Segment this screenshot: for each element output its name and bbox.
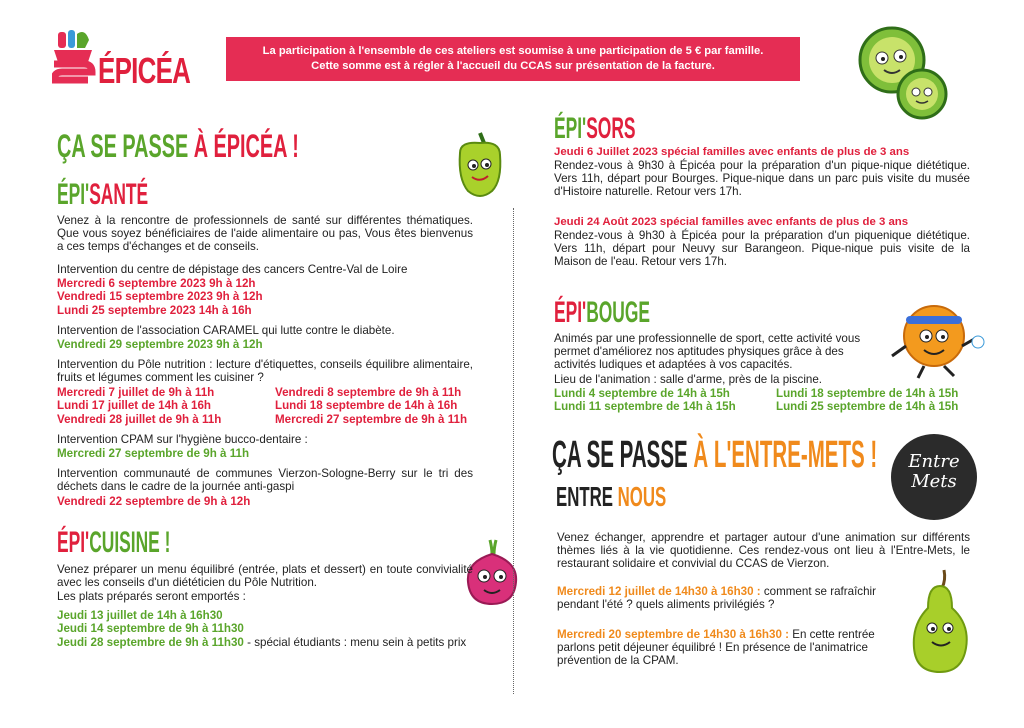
sante-caramel-intro: Intervention de l'association CARAMEL qui lutte contre le diabète. [57,324,395,337]
sors-title-b: SORS [586,112,636,145]
entremets-intro: Venez échanger, apprendre et partager autour d'une animation sur différents thèmes liés à la vie quotidienne. Ces rendez-vous ont lieu à l'Entre-Mets, le restaurant solidaire et convivial du CCAS de Vierzon. [557,531,970,571]
left-main-title-a: ÇA SE PASSE [57,128,189,164]
column-divider [513,208,514,694]
date-line: Lundi 25 septembre 2023 14h à 16h [57,303,252,317]
date-line: Mercredi 27 septembre de 9h à 11h [275,412,468,426]
date-line: Lundi 17 juillet de 14h à 16h [57,399,211,413]
sors-event1-text: Rendez-vous à 9h30 à Épicéa pour la préparation d'un pique-nique diététique. Vers 11h, départ pour Bourges. Pique-nique dans un parc puis visite du musée d'Histoire naturelle. Retour vers 17h. [554,159,970,199]
sors-event1-title: Jeudi 6 Juillet 2023 spécial familles avec enfants de plus de 3 ans [554,146,910,158]
kiwi-slices-illustration [856,24,956,120]
entre-nous-title-b: NOUS [617,481,667,512]
sante-cancer-intro: Intervention du centre de dépistage des cancers Centre-Val de Loire [57,263,408,276]
date-line: Lundi 18 septembre de 14h à 15h [776,387,959,400]
cuisine-date-3-line [57,636,466,649]
entremets-title-a: ÇA SE PASSE [552,434,688,476]
bouge-title-b: BOUGE [586,296,650,329]
entremets-logo-line-1: Entre [908,451,960,472]
sante-nutrition-col2 [275,386,467,426]
sante-title-a: ÉPI' [57,178,90,211]
date-line: Mercredi 7 juillet de 9h à 11h [57,386,215,399]
sante-nutrition-col1 [57,386,221,426]
date-line: Lundi 25 septembre de 14h à 15h [776,400,959,414]
sors-title-a: ÉPI' [554,112,587,145]
sante-tri-date: Vendredi 22 septembre de 9h à 12h [57,495,251,508]
entremets-logo [891,434,977,520]
bouge-intro: Animés par une professionnelle de sport, cette activité vous permet d'améliorez nos aptitudes physiques grâce à des activités ludiques et adaptées à vos capacités. [554,332,861,372]
date-line: Lundi 11 septembre de 14h à 15h [554,400,736,414]
bouge-col1 [554,387,736,414]
bouge-place: Lieu de l'animation : salle d'arme, près de la piscine. [554,373,823,386]
pepper-illustration [454,131,504,203]
date-line: Jeudi 13 juillet de 14h à 16h30 [57,609,223,622]
sante-title-b: SANTÉ [89,178,149,211]
logo-text: ÉPICÉA [98,50,191,91]
entremets-logo-line-2: Mets [911,471,957,492]
date-line: Vendredi 15 septembre 2023 9h à 12h [57,290,263,304]
sante-cancer-dates [57,277,263,317]
cuisine-date-3-note: - spécial étudiants : menu sein à petits prix [243,635,467,649]
sante-caramel-date: Vendredi 29 septembre 2023 9h à 12h [57,338,263,351]
cuisine-title-b: CUISINE ! [89,526,171,559]
sante-title [57,178,148,212]
cuisine-title [57,526,170,560]
left-main-title [57,128,299,165]
sante-tri-intro: Intervention communauté de communes Vierzon-Sologne-Berry sur le tri des déchets dans le cadre de la journée anti-gaspi [57,467,473,494]
entremets-title [552,434,877,477]
sante-cpam-intro: Intervention CPAM sur l'hygiène bucco-dentaire : [57,433,308,446]
sors-event2-title: Jeudi 24 Août 2023 spécial familles avec enfants de plus de 3 ans [554,216,909,228]
bouge-title [554,296,650,330]
sante-intro: Venez à la rencontre de professionnels de santé sur différentes thématiques. Que vous soyez bénéficiaires de l'aide alimentaire ou pas, Vous êtes bienvenus a ces temps d'échanges et de conseils. [57,214,473,254]
entremets-event1 [557,585,897,611]
date-line: Lundi 18 septembre de 14h à 16h [275,399,458,413]
sante-cpam-date: Mercredi 27 septembre de 9h à 11h [57,447,250,460]
cuisine-dates [57,609,466,649]
onion-illustration [466,538,520,608]
entre-nous-title [556,481,666,513]
sors-event2-text: Rendez-vous à 9h30 à Épicéa pour la préparation d'un piquenique diététique. Vers 11h, départ pour Neuvy sur Barangeon. Pique-nique puis visite de la Maison de l'eau. Retour vers 17h. [554,229,970,269]
entremets-event1-text: comment se rafraîchir pendant l'été ? quels aliments privilégiés ? [557,585,876,612]
sors-title [554,112,636,146]
date-line: Lundi 4 septembre de 14h à 15h [554,387,730,400]
banner-line-2: Cette somme est à régler à l'accueil du CCAS sur présentation de la facture. [311,60,715,72]
entremets-event2-date: Mercredi 20 septembre de 14h30 à 16h30 : [557,628,789,641]
date-line: Vendredi 28 juillet de 9h à 11h [57,412,222,426]
epicea-logo [52,28,202,98]
entremets-title-b: À L'ENTRE-METS ! [693,434,878,476]
participation-banner [226,37,800,81]
sante-nutrition-intro: Intervention du Pôle nutrition : lecture d'étiquettes, conseils équilibre alimentaire, fruits et légumes comment les cuisiner ? [57,358,473,385]
pear-illustration [910,566,972,676]
date-line: Vendredi 8 septembre de 9h à 11h [275,386,462,399]
entremets-event1-date: Mercredi 12 juillet de 14h30 à 16h30 : [557,585,761,598]
bouge-title-a: ÉPI' [554,296,587,329]
cuisine-intro: Venez préparer un menu équilibré (entrée, plats et dessert) en toute convivialité avec les conseils d'un diététicien du Pôle Nutrition. [57,563,473,590]
entremets-event2 [557,628,897,668]
entre-nous-title-a: ENTRE [556,481,613,512]
grocery-basket-icon [52,28,98,94]
date-line: Mercredi 6 septembre 2023 9h à 12h [57,277,256,290]
cuisine-intro-2: Les plats préparés seront emportés : [57,590,246,603]
running-orange-illustration [884,296,988,380]
banner-line-1: La participation à l'ensemble de ces ateliers est soumise à une participation de 5 € par famille. [262,45,764,57]
cuisine-date-3: Jeudi 28 septembre de 9h à 11h30 [57,635,244,649]
left-main-title-b: À ÉPICÉA ! [193,128,299,164]
date-line: Jeudi 14 septembre de 9h à 11h30 [57,622,244,636]
bouge-col2 [776,387,958,414]
entremets-event2-text: En cette rentrée parlons petit déjeuner équilibré ! En présence de l'animatrice prévention de la CPAM. [557,628,875,668]
cuisine-title-a: ÉPI' [57,526,90,559]
